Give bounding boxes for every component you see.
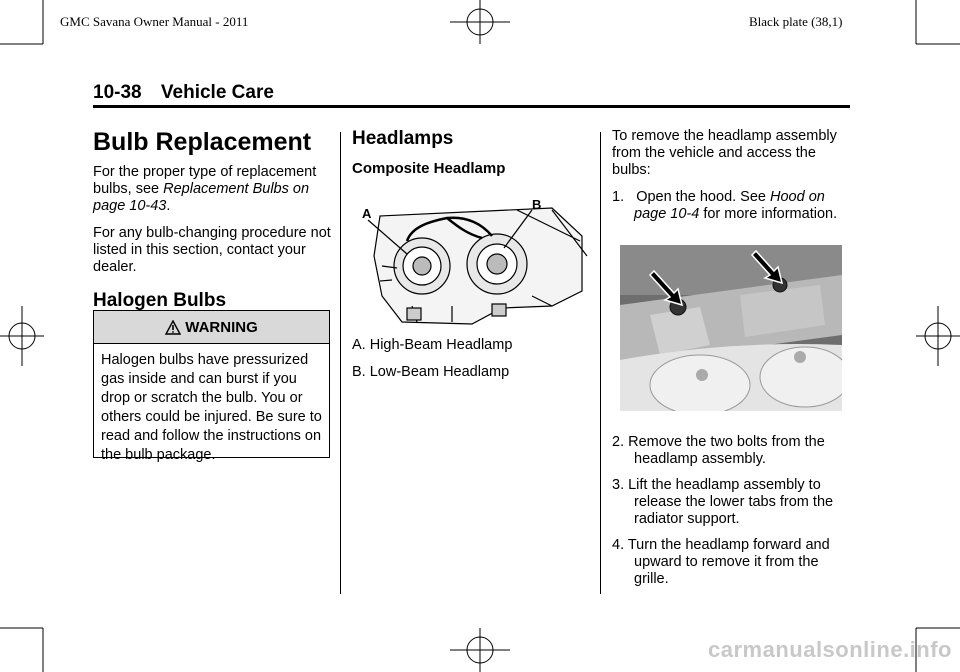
page-number: 10-38 — [93, 82, 142, 103]
section-rule — [93, 105, 850, 108]
bolt-location-photo — [620, 245, 842, 411]
label-a: A — [362, 206, 372, 221]
step-1: 1. Open the hood. See Hood on page 10-4 for more information. — [612, 189, 838, 222]
removal-intro: To remove the headlamp assembly from the vehicle and access the bulbs: — [612, 128, 837, 178]
warning-triangle-icon — [165, 320, 181, 335]
column-divider-2 — [600, 132, 601, 594]
caption-low-beam: B. Low-Beam Headlamp — [352, 364, 510, 380]
middle-column — [352, 128, 592, 188]
step-3: 3. Lift the headlamp assembly to release the lower tabs from the radiator support. — [612, 477, 834, 527]
plate-label: Black plate (38,1) — [749, 14, 843, 29]
section-heading — [93, 82, 274, 104]
dealer-paragraph: For any bulb-changing procedure not listed in this section, contact your dealer. — [93, 225, 331, 275]
column-divider-1 — [340, 132, 341, 594]
warning-text: Halogen bulbs have pressurized gas inside and can burst if you drop or scratch the bulb. You or others could be injured. Be sure to read and follow the instructions on the bulb package. — [101, 352, 322, 463]
headlamp-captions — [352, 337, 592, 391]
warning-header — [94, 311, 329, 344]
label-b: B — [532, 197, 542, 212]
headlamps-title: Headlamps — [352, 128, 454, 149]
removal-steps — [612, 434, 852, 597]
right-column-intro — [612, 128, 852, 223]
composite-headlamp-title: Composite Headlamp — [352, 160, 506, 177]
caption-high-beam: A. High-Beam Headlamp — [352, 337, 513, 353]
step-2: 2. Remove the two bolts from the headlamp assembly. — [612, 434, 825, 467]
bulb-replacement-title: Bulb Replacement — [93, 128, 312, 156]
manual-title: GMC Savana Owner Manual - 2011 — [60, 14, 249, 29]
left-column — [93, 128, 333, 322]
replacement-bulbs-link[interactable]: Replacement Bulbs on page 10-43 — [93, 181, 310, 214]
hood-link[interactable]: Hood on page 10-4 — [634, 189, 825, 222]
replacement-paragraph: For the proper type of replacement bulbs, see Replacement Bulbs on page 10-43. — [93, 164, 317, 214]
headlamp-illustration — [352, 196, 592, 328]
warning-label: WARNING — [185, 318, 258, 336]
warning-box — [93, 310, 330, 463]
halogen-bulbs-title: Halogen Bulbs — [93, 290, 227, 311]
section-title: Vehicle Care — [160, 82, 274, 103]
step-4: 4. Turn the headlamp forward and upward to remove it from the grille. — [612, 537, 830, 587]
watermark: carmanualsonline.info — [708, 637, 952, 662]
